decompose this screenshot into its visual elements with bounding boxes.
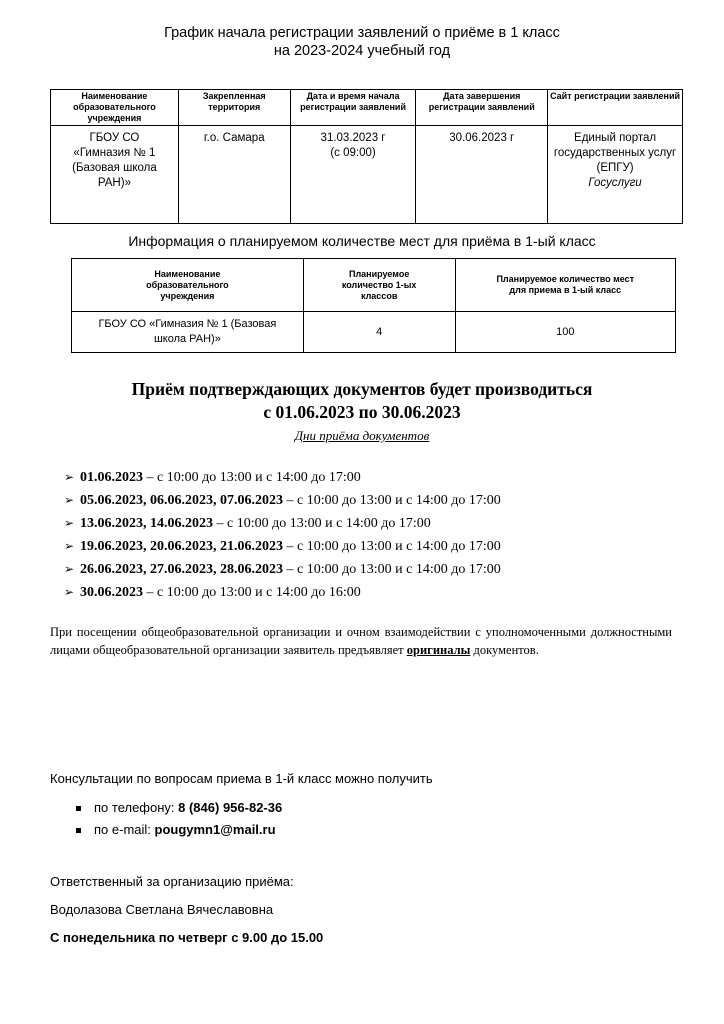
arrow-bullet-icon: ➢: [64, 562, 75, 576]
schedule-hours: – с 10:00 до 13:00 и с 14:00 до 17:00: [283, 562, 501, 577]
cell-territory: г.о. Самара: [178, 126, 290, 224]
title-line-2: на 2023-2024 учебный год: [273, 43, 451, 59]
phone-label: по телефону:: [94, 800, 179, 815]
header-end-date: Дата завершения регистрации заявлений: [416, 90, 548, 126]
schedule-hours: – с 10:00 до 13:00 и с 14:00 до 16:00: [143, 585, 361, 600]
table-row: [51, 126, 683, 224]
square-bullet-icon: [76, 828, 81, 833]
arrow-bullet-icon: ➢: [64, 585, 75, 599]
schedule-dates: 26.06.2023, 27.06.2023, 28.06.2023: [80, 562, 283, 577]
documents-days-subheading: Дни приёма документов: [294, 428, 430, 443]
schedule-hours: – с 10:00 до 13:00 и с 14:00 до 17:00: [283, 539, 501, 554]
header-territory: Закрепленная территория: [178, 90, 290, 126]
schedule-dates: 13.06.2023, 14.06.2023: [80, 516, 213, 531]
schedule-dates: 01.06.2023: [80, 470, 143, 485]
cell-classes: 4: [303, 312, 455, 353]
note-text-end: документов.: [470, 643, 539, 657]
start-date: 31.03.2023 г: [320, 132, 386, 144]
schedule-dates: 05.06.2023, 06.06.2023, 07.06.2023: [80, 493, 283, 508]
cell-school: ГБОУ СО «Гимназия № 1 (Базовая школа РАН)»: [72, 312, 304, 353]
email-address[interactable]: pougymn1@mail.ru: [154, 822, 276, 837]
header-start-date: Дата и время начала регистрации заявлений: [290, 90, 416, 126]
schedule-list: [64, 466, 501, 604]
arrow-bullet-icon: ➢: [64, 470, 75, 484]
list-item: [64, 512, 501, 535]
schedule-hours: – с 10:00 до 13:00 и с 14:00 до 17:00: [143, 470, 361, 485]
documents-heading-line-2: с 01.06.2023 по 30.06.2023: [263, 402, 461, 422]
documents-heading-line-1: Приём подтверждающих документов будет производиться: [131, 379, 593, 399]
email-label: по e-mail:: [94, 822, 155, 837]
planned-places-table: [71, 258, 676, 353]
schedule-hours: – с 10:00 до 13:00 и с 14:00 до 17:00: [283, 493, 501, 508]
schedule-dates: 30.06.2023: [80, 585, 143, 600]
header-institution: Наименование образовательного учреждения: [72, 259, 304, 312]
cell-end-date: 30.06.2023 г: [416, 126, 548, 224]
list-item: [76, 819, 282, 841]
cell-site: [548, 126, 683, 224]
schedule-hours: – с 10:00 до 13:00 и с 14:00 до 17:00: [213, 516, 431, 531]
responsible-label: Ответственный за организацию приёма:: [50, 874, 294, 889]
cell-start: [290, 126, 416, 224]
note-emphasis: оригиналы: [406, 643, 471, 657]
registration-schedule-table: [50, 89, 683, 224]
cell-places: 100: [455, 312, 675, 353]
header-classes: Планируемое количество 1-ых классов: [303, 259, 455, 312]
table-header-row: [72, 259, 676, 312]
arrow-bullet-icon: ➢: [64, 539, 75, 553]
phone-number[interactable]: 8 (846) 956-82-36: [178, 800, 283, 815]
start-time: (с 09:00): [330, 147, 376, 159]
schedule-dates: 19.06.2023, 20.06.2023, 21.06.2023: [80, 539, 283, 554]
list-item: [64, 489, 501, 512]
contact-list: [76, 797, 282, 841]
list-item: [64, 558, 501, 581]
list-item: [64, 581, 501, 604]
title-line-1: График начала регистрации заявлений о приёме в 1 класс: [164, 25, 560, 41]
consultation-intro: Консультации по вопросам приема в 1-й класс можно получить: [50, 771, 433, 786]
site-name: Единый портал государственных услуг (ЕПГУ): [553, 132, 677, 174]
responsible-name: Водолазова Светлана Вячеславовна: [50, 902, 274, 917]
table-row: [72, 312, 676, 353]
responsible-hours: С понедельника по четверг с 9.00 до 15.00: [50, 930, 324, 945]
arrow-bullet-icon: ➢: [64, 516, 75, 530]
note-text: При посещении общеобразовательной организации и очном взаимодействии с уполномоченными должностными лицами общеобразовательной организации заявитель предъявляет: [50, 625, 672, 657]
header-institution: Наименование образовательного учреждения: [51, 90, 179, 126]
page-title: [0, 24, 724, 60]
header-places: Планируемое количество мест для приема в 1-ый класс: [455, 259, 675, 312]
list-item: [64, 535, 501, 558]
header-site: Сайт регистрации заявлений: [548, 90, 683, 126]
table-header-row: [51, 90, 683, 126]
documents-heading: [0, 378, 724, 424]
square-bullet-icon: [76, 806, 81, 811]
list-item: [64, 466, 501, 489]
originals-note: [50, 623, 672, 659]
arrow-bullet-icon: ➢: [64, 493, 75, 507]
site-short: Госуслуги: [588, 177, 642, 189]
list-item: [76, 797, 282, 819]
cell-school: ГБОУ СО «Гимназия № 1 (Базовая школа РАН)»: [51, 126, 179, 224]
places-table-title: Информация о планируемом количестве мест для приёма в 1-ый класс: [128, 233, 596, 249]
